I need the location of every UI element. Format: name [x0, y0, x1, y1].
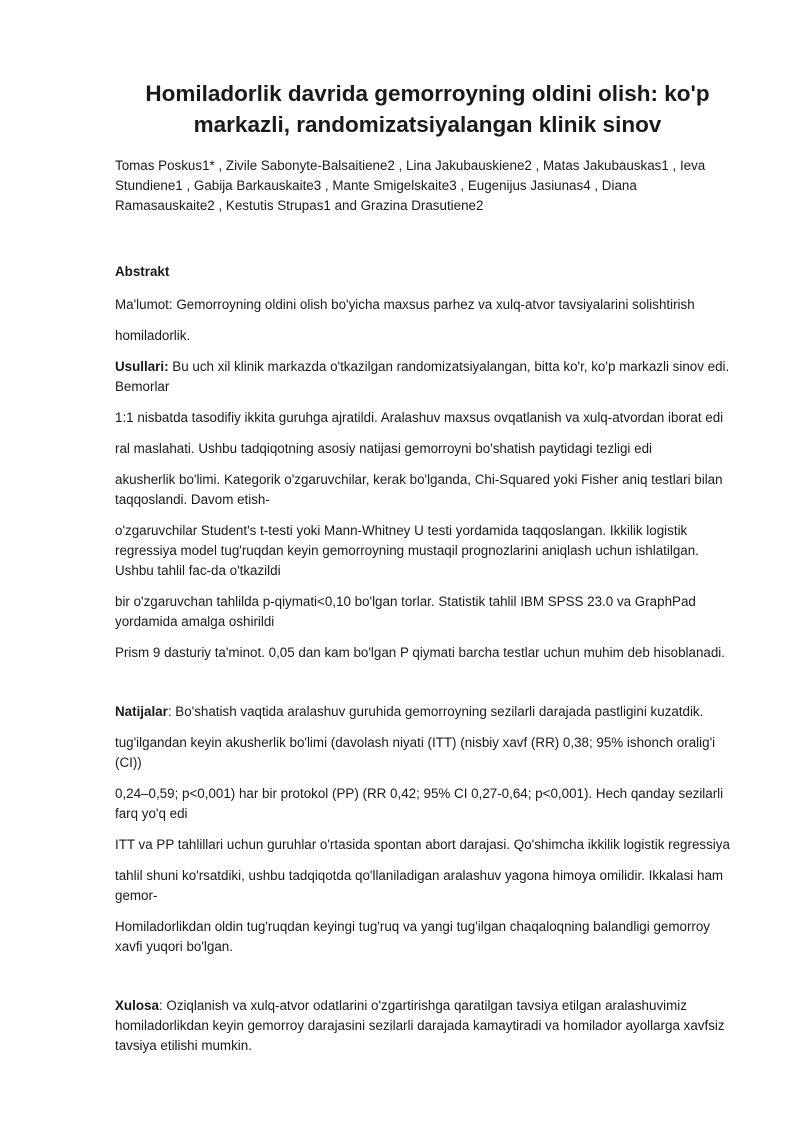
conclusion-paragraph	[115, 996, 740, 1056]
paragraph-text: akusherlik bo'limi. Kategorik o'zgaruvchilar, kerak bo'lganda, Chi-Squared yoki Fisher aniq testlari bilan taqqoslandi. Davom etish-	[115, 472, 723, 507]
abstract-paragraph	[115, 295, 740, 315]
abstract-paragraph	[115, 521, 740, 581]
abstract-paragraph	[115, 408, 740, 428]
paragraph-label: Usullari:	[115, 359, 169, 374]
abstract-paragraph	[115, 326, 740, 346]
paragraph-text: Homiladorlikdan oldin tug'ruqdan keyingi tug'ruq va yangi tug'ilgan chaqaloqning balandligi gemorroy xavfi yuqori bo'lgan.	[115, 919, 711, 954]
results-paragraph	[115, 702, 740, 722]
paragraph-text: 1:1 nisbatda tasodifiy ikkita guruhga ajratildi. Aralashuv maxsus ovqatlanish va xulq-atvordan iborat edi	[115, 410, 724, 425]
paragraph-text: : Bo'shatish vaqtida aralashuv guruhida gemorroyning sezilarli darajada pastligini kuzatdik.	[167, 704, 704, 719]
abstract-paragraph	[115, 470, 740, 510]
paragraph-label: Xulosa	[115, 998, 159, 1013]
paragraph-text: bir o'zgaruvchan tahlilda p-qiymati<0,10 bo'lgan torlar. Statistik tahlil IBM SPSS 23.0 va GraphPad yordamida amalga oshirildi	[115, 594, 696, 629]
paper-page	[115, 78, 740, 1056]
abstract-paragraph	[115, 784, 740, 824]
paragraph-text: ral maslahati. Ushbu tadqiqotning asosiy natijasi gemorroyni bo'shatish paytidagi tezligi edi	[115, 441, 652, 456]
paragraph-text: tug'ilgandan keyin akusherlik bo'limi (davolash niyati (ITT) (nisbiy xavf (RR) 0,38; 95% ishonch oralig'i (CI))	[115, 735, 716, 770]
paragraph-text: ITT va PP tahlillari uchun guruhlar o'rtasida spontan abort darajasi. Qo'shimcha ikkilik logistik regressiya	[115, 837, 730, 852]
author-list: Tomas Poskus1* , Zivile Sabonyte-Balsaitiene2 , Lina Jakubauskiene2 , Matas Jakubauskas1 , Ieva Stundiene1 , Gabija Barkauskaite3 , Mante Smigelskaite3 , Eugenijus Jasiunas4 , Diana Ramasauskaite2 , Kestutis Strupas1 and Grazina Drasutiene2	[115, 158, 706, 213]
paragraph-text: Ma'lumot: Gemorroyning oldini olish bo'yicha maxsus parhez va xulq-atvor tavsiyalarini solishtirish	[115, 297, 695, 312]
abstract-paragraph	[115, 643, 740, 663]
methods-paragraph	[115, 357, 740, 397]
abstract-paragraph	[115, 592, 740, 632]
paragraph-text: tahlil shuni ko'rsatdiki, ushbu tadqiqotda qo'llaniladigan aralashuv yagona himoya omilidir. Ikkalasi ham gemor-	[115, 868, 724, 903]
paper-title: Homiladorlik davrida gemorroyning oldini olish: ko'p markazli, randomizatsiyalangan klinik sinov	[145, 81, 710, 137]
abstract-paragraph	[115, 439, 740, 459]
abstract-paragraph	[115, 917, 740, 957]
paragraph-text: o'zgaruvchilar Student's t-testi yoki Mann-Whitney U testi yordamida taqqoslangan. Ikkilik logistik regressiya model tug'ruqdan keyin gemorroyning mustaqil prognozlarini aniqlash uchun ishlatilgan. Ushbu tahlil fac-da o'tkazildi	[115, 523, 699, 578]
abstract-paragraph	[115, 733, 740, 773]
paragraph-text: 0,24–0,59; p<0,001) har bir protokol (PP) (RR 0,42; 95% CI 0,27-0,64; p<0,001). Hech qanday sezilarli farq yo'q edi	[115, 786, 724, 821]
paragraph-text: : Oziqlanish va xulq-atvor odatlarini o'zgartirishga qaratilgan tavsiya etilgan aralashuvimiz homiladorlikdan keyin gemorroy darajasini sezilarli darajada kamaytiradi va homilador ayollarga xavfsiz tavsiya etilishi mumkin.	[115, 998, 725, 1053]
abstract-heading: Abstrakt	[115, 264, 170, 279]
abstract-paragraph	[115, 835, 740, 855]
paragraph-label: Natijalar	[115, 704, 168, 719]
paragraph-text: Prism 9 dasturiy ta'minot. 0,05 dan kam bo'lgan P qiymati barcha testlar uchun muhim deb hisoblanadi.	[115, 645, 725, 660]
abstract-paragraph	[115, 866, 740, 906]
paragraph-text: Bu uch xil klinik markazda o'tkazilgan randomizatsiyalangan, bitta ko'r, ko'p markazli sinov edi. Bemorlar	[115, 359, 730, 394]
paragraph-text: homiladorlik.	[115, 328, 191, 343]
